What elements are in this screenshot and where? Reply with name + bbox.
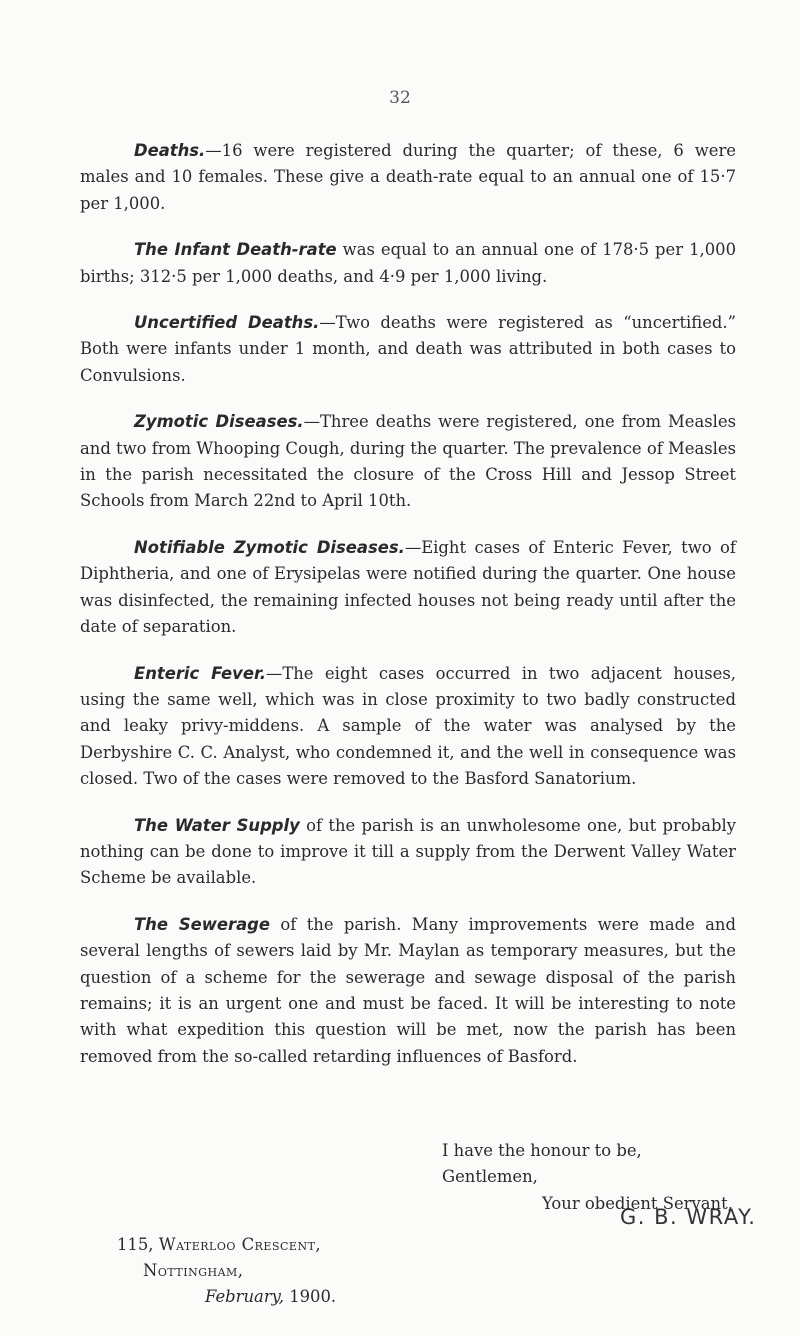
address-line-street [117, 1232, 336, 1258]
address-number: 115, [117, 1235, 154, 1254]
paragraph-zymotic-diseases [80, 409, 736, 515]
paragraph-notifiable-zymotic-diseases [80, 535, 736, 641]
paragraph-text: was equal to an annual one of 178·5 per 1,000 births; 312·5 per 1,000 deaths, and 4·9 per 1,000 living. [80, 240, 737, 286]
heading-zymotic-diseases: Zymotic Diseases. [134, 412, 304, 432]
address-block [117, 1232, 336, 1310]
page-number: 32 [389, 88, 411, 108]
address-month: February, [205, 1287, 284, 1306]
address-year: 1900. [289, 1287, 337, 1306]
address-street: Waterloo Crescent, [158, 1235, 322, 1254]
heading-water-supply: The Water Supply [134, 815, 300, 835]
paragraph-text: —Three deaths were registered, one from Measles and two from Whooping Cough, during the quarter. The prevalence of Measles in the parish necessitated the closure of the Cross Hill and Jessop Street Schools from March 22nd to April 10th. [80, 412, 737, 511]
closing-line-servant: Your obedient Servant, [542, 1193, 733, 1213]
closing-line-honour: I have the honour to be, Gentlemen, [442, 1141, 642, 1187]
heading-sewerage: The Sewerage [134, 914, 271, 934]
paragraph-sewerage [80, 912, 736, 1070]
paragraph-infant-death-rate [80, 237, 736, 290]
heading-notifiable-zymotic-diseases: Notifiable Zymotic Diseases. [134, 537, 405, 557]
paragraph-text: of the parish. Many improvements were made and several lengths of sewers laid by Mr. Maylan as temporary measures, but the question of a scheme for the sewerage and sewage disposal of the parish remains; it is an urgent one and must be faced. It will be interesting to note with what expedition this question will be met, now the parish has been removed from the so-called retarding influences of Basford. [80, 914, 736, 1066]
paragraph-text: of the parish is an unwholesome one, but probably nothing can be done to improve it till a supply from the Derwent Valley Water Scheme be available. [80, 815, 736, 888]
heading-infant-death-rate: The Infant Death-rate [134, 240, 337, 260]
paragraph-text: —16 were registered during the quarter; of these, 6 were males and 10 females. These give a death-rate equal to an annual one of 15·7 per 1,000. [80, 141, 736, 213]
paragraph-deaths [80, 138, 736, 217]
paragraph-text: —Eight cases of Enteric Fever, two of Diphtheria, and one of Erysipelas were notified during the quarter. One house was disinfected, the remaining infected houses not being ready until after the date of separation. [80, 537, 736, 637]
address-date [117, 1284, 336, 1310]
signature: G. B. WRAY. [620, 1205, 757, 1229]
paragraph-water-supply [80, 813, 736, 892]
heading-uncertified-deaths: Uncertified Deaths. [134, 313, 320, 333]
address-city: Nottingham, [143, 1261, 244, 1280]
heading-enteric-fever: Enteric Fever. [134, 663, 266, 683]
paragraph-uncertified-deaths [80, 310, 736, 389]
report-body [80, 138, 736, 1090]
paragraph-text: —Two deaths were registered as “uncertified.” Both were infants under 1 month, and death was attributed in both cases to Convulsions. [80, 313, 736, 385]
paragraph-enteric-fever [80, 661, 736, 793]
heading-deaths: Deaths. [134, 141, 206, 160]
paragraph-text: —The eight cases occurred in two adjacent houses, using the same well, which was in close proximity to two badly constructed and leaky privy-middens. A sample of the water was analysed by the Derbyshire C. C. Analyst, who condemned it, and the well in consequence was closed. Two of the cases were removed to the Basford Sanatorium. [80, 663, 736, 789]
